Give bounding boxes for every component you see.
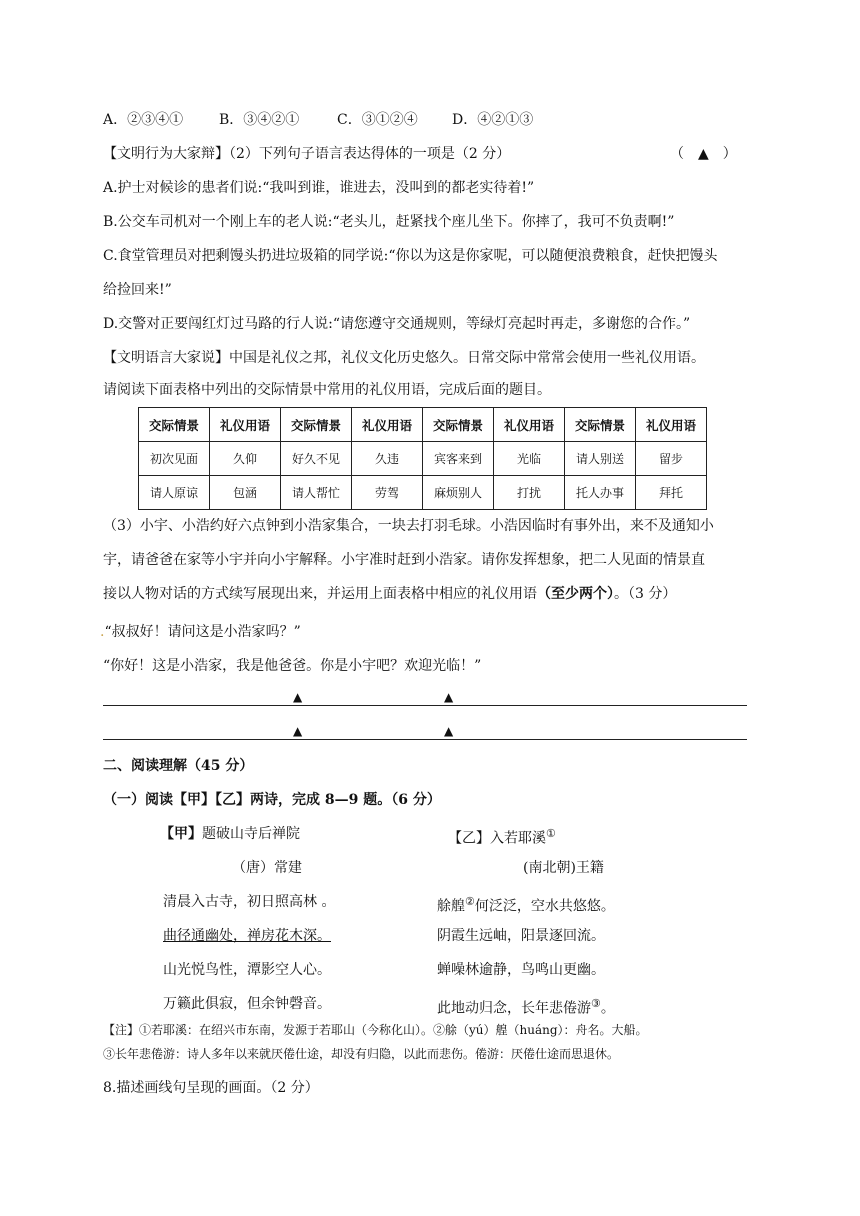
q3-line3-text: 接以人物对话的方式续写展现出来，并运用上面表格中相应的礼仪用语 [103,586,537,602]
table-cell: 请人别送 [565,442,636,476]
table-cell: 请人原谅 [139,476,210,510]
table-cell: 宾客来到 [423,442,494,476]
table-header-cell: 礼仪用语 [494,408,565,442]
table-header-cell: 礼仪用语 [210,408,281,442]
table-cell: 久违 [352,442,423,476]
q3-dialog1-text: “叔叔好！请问这是小浩家吗？” [104,624,301,640]
answer-line [103,705,747,706]
table-cell: 光临 [494,442,565,476]
table-header-cell: 交际情景 [281,408,352,442]
option-a: A．②③④① [103,112,184,128]
q3-line3 [103,584,676,604]
option-b: B．③④②① [219,112,300,128]
q2-option-c-line2: 给捡回来!” [103,282,172,298]
poem-yi-line4-a: 此地动归念，长年悲倦游 [437,1000,591,1017]
table-row [139,442,707,476]
q2-option-b: B.公交车司机对一个刚上车的老人说:“老头儿，赶紧找个座儿坐下。你摔了，我可不负责啊!” [103,214,675,230]
table-header-cell: 礼仪用语 [636,408,707,442]
table-header-cell: 交际情景 [423,408,494,442]
poem-jia-line3: 山光悦鸟性，潭影空人心。 [163,962,331,978]
table-cell: 久仰 [210,442,281,476]
poem-jia-line4: 万籁此俱寂，但余钟磬音。 [163,996,331,1012]
table-header-cell: 交际情景 [565,408,636,442]
poem-yi-line1-note-ref: ② [465,895,475,908]
poem-yi-line4-b: 。 [600,1000,615,1017]
poem-yi-line1-a: 艅艎 [437,898,465,915]
poem-yi-title [448,824,556,849]
table-header-cell: 交际情景 [139,408,210,442]
q2-option-c-line1: C.食堂管理员对把剩馒头扔进垃圾箱的同学说:“你以为这是你家呢，可以随便浪费粮食，赶快把馒头 [103,248,718,264]
answer-line [103,739,747,740]
q3-line1: （3）小宇、小浩约好六点钟到小浩家集合，一块去打羽毛球。小浩因临时有事外出，来不及通知小 [103,518,714,534]
table-cell: 麻烦别人 [423,476,494,510]
poem-yi-author: (南北朝)王籍 [523,860,604,876]
q3-line3-points: 。（3 分） [614,586,677,602]
poem-jia-author: （唐）常建 [232,860,302,876]
q3-dialog1 [100,622,301,642]
table-cell: 包涵 [210,476,281,510]
dot-mark-icon: . [100,624,105,640]
section2-subtitle: （一）阅读【甲】【乙】两诗，完成 8—9 题。（6 分） [103,792,441,808]
poem-yi-line1 [437,892,615,917]
q3-dialog2: “你好！这是小浩家，我是他爸爸。你是小宇吧？欢迎光临！” [103,658,482,674]
notes-line2: ③长年悲倦游：诗人多年以来就厌倦仕途，却没有归隐，以此而悲伤。倦游：厌倦仕途而思退休。 [103,1047,620,1061]
poem-jia-line2-underlined: 曲径通幽处，禅房花木深。 [163,928,331,944]
table-cell: 拜托 [636,476,707,510]
etiquette-table [138,407,707,510]
poem-jia-tag: 【甲】 [160,826,202,842]
q3-line2: 宇，请爸爸在家等小宇并向小宇解释。小宇准时赶到小浩家。请你发挥想象，把二人见面的情景直 [103,552,705,568]
intro-line1: 【文明语言大家说】中国是礼仪之邦，礼仪文化历史悠久。日常交际中常常会使用一些礼仪用语。 [103,350,705,366]
table-header-row [139,408,707,442]
table-cell: 打扰 [494,476,565,510]
poem-yi-line4-note-ref: ③ [591,997,601,1010]
q3-line3-bold: （至少两个） [537,586,614,602]
poem-yi-note-ref: ① [546,827,556,840]
poem-yi-line1-b: 何泛泛，空水共悠悠。 [474,898,615,915]
q2-option-a: A.护士对候诊的患者们说:“我叫到谁，谁进去，没叫到的都老实待着!” [103,180,535,196]
poem-jia-title [160,824,300,844]
table-cell: 好久不见 [281,442,352,476]
answer-marker-icon: ▲ [444,724,454,738]
table-cell: 劳驾 [352,476,423,510]
answer-marker-icon: ▲ [293,690,303,704]
section2-title: 二、阅读理解（45 分） [103,758,254,774]
answer-marker-icon: ▲ [444,690,454,704]
table-header-cell: 礼仪用语 [352,408,423,442]
option-c: C．③①②④ [337,112,418,128]
q8-stem: 8.描述画线句呈现的画面。（2 分） [103,1080,319,1096]
table-row [139,476,707,510]
table-cell: 托人办事 [565,476,636,510]
q2-answer-marker: （ ▲ ） [670,146,737,162]
q2-option-d: D.交警对正要闯红灯过马路的行人说:“请您遵守交通规则，等绿灯亮起时再走，多谢您的合作。” [103,316,691,332]
table-cell: 留步 [636,442,707,476]
poem-jia-title-rest: 题破山寺后禅院 [202,826,300,842]
table-cell: 初次见面 [139,442,210,476]
option-d: D．④②①③ [452,112,534,128]
q2-stem: 【文明行为大家辩】（2）下列句子语言表达得体的一项是（2 分） [103,146,511,162]
answer-marker-icon: ▲ [293,724,303,738]
poem-jia-line1: 清晨入古寺，初日照高林 。 [163,894,336,910]
poem-yi-line2: 阴霞生远岫，阳景逐回流。 [437,928,605,944]
poem-yi-line3: 蝉噪林逾静，鸟鸣山更幽。 [437,962,605,978]
notes-line1: 【注】①若耶溪：在绍兴市东南，发源于若耶山（今称化山）。②艅（yú）艎（huáng）：舟名。大船。 [103,1023,648,1037]
table-cell: 请人帮忙 [281,476,352,510]
poem-yi-title-text: 【乙】入若耶溪 [448,830,546,847]
poem-yi-line4 [437,994,615,1019]
intro-line2: 请阅读下面表格中列出的交际情景中常用的礼仪用语，完成后面的题目。 [103,382,551,398]
